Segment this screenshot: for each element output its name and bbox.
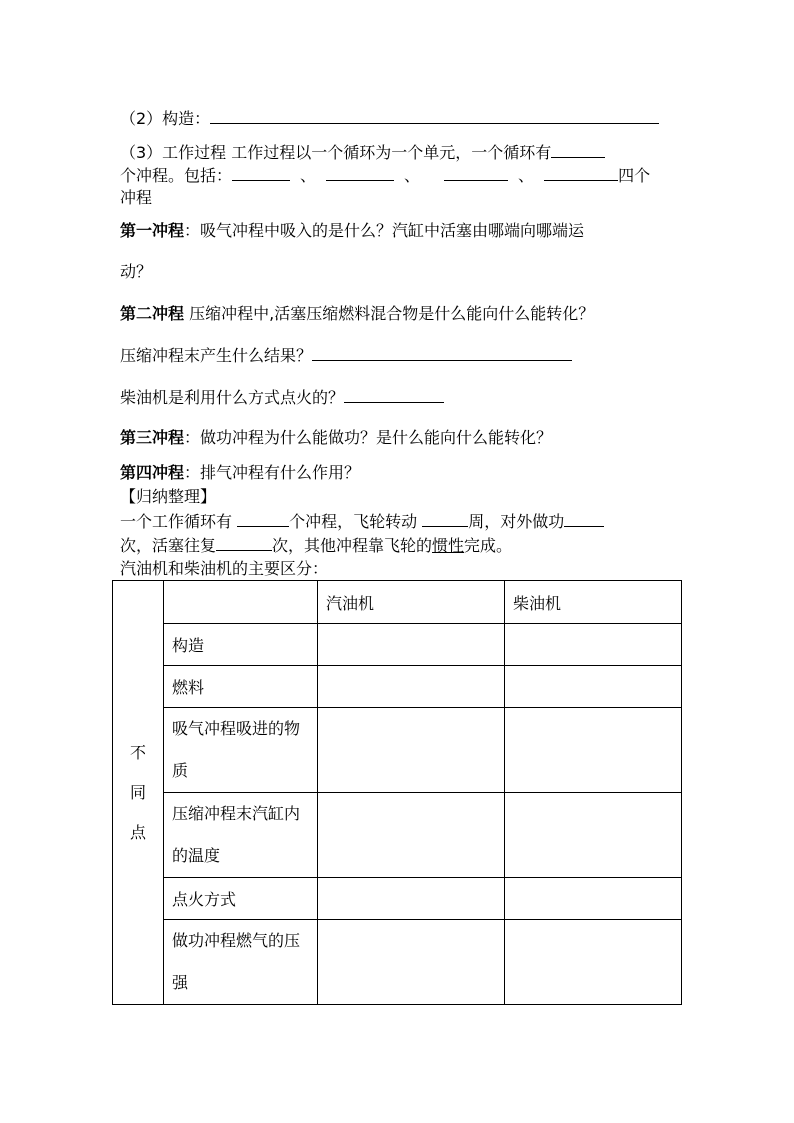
answer-cell[interactable] [318,793,505,878]
answer-cell[interactable] [505,624,682,666]
stroke3-title: 第三冲程 [120,428,185,447]
compression-result-blank[interactable] [312,345,572,361]
summary-text-d: 次，活塞往复 [120,536,217,555]
row-label: 构造 [164,624,318,666]
corner-cell [164,581,318,624]
diesel-ignition-blank[interactable] [344,387,444,403]
piston-times-blank[interactable] [216,535,272,551]
stroke4-line [120,463,360,483]
comparison-table [112,580,682,1005]
table-row [113,624,682,666]
answer-cell[interactable] [318,666,505,708]
stroke-blank-3[interactable] [444,165,508,181]
summary-line1 [120,511,604,532]
strokes-count-blank[interactable] [551,142,605,158]
flywheel-turns-blank[interactable] [422,511,468,527]
stroke4-title: 第四冲程 [120,463,185,482]
answer-cell[interactable] [505,920,682,1005]
separator: 、 [300,166,317,185]
cycle-strokes-blank[interactable] [237,511,289,527]
table-row [113,878,682,920]
summary-text-a: 一个工作循环有 [120,512,238,531]
summary-text-f: 完成。 [464,536,513,555]
separator: 、 [404,166,421,185]
stroke2-title: 第二冲程 [120,304,185,323]
table-row [113,793,682,878]
stroke-blank-4[interactable] [544,165,618,181]
table-header-row [113,581,682,624]
section3-line3: 冲程 [120,188,153,207]
row-label: 燃料 [164,666,318,708]
includes-text: 个冲程。包括： [120,166,233,185]
compression-result-line [120,345,572,366]
stroke1-line [120,221,584,241]
diesel-ignition-question: 柴油机是利用什么方式点火的？ [120,388,345,407]
summary-text-b: 个冲程，飞轮转动 [289,512,423,531]
stroke1-line2: 动？ [120,262,153,281]
header-gasoline: 汽油机 [318,581,505,624]
structure-blank[interactable] [210,108,659,124]
answer-cell[interactable] [505,793,682,878]
row-label: 做功冲程燃气的压强 [164,920,318,1005]
stroke4-text: ：排气冲程有什么作用？ [184,463,361,482]
summary-text-c: 周，对外做功 [468,512,565,531]
table-row [113,920,682,1005]
table-row [113,666,682,708]
answer-cell[interactable] [318,920,505,1005]
answer-cell[interactable] [318,624,505,666]
work-times-blank[interactable] [564,511,604,527]
stroke-blank-1[interactable] [232,165,290,181]
separator: 、 [518,166,535,185]
stroke1-text: ：吸气冲程中吸入的是什么？汽缸中活塞由哪端向哪端运 [184,221,585,240]
inertia-word: 惯性 [432,536,465,555]
summary-heading: 【归纳整理】 [120,487,217,506]
side-char: 不 [129,742,146,762]
four-text: 四个 [618,166,651,185]
difference-title: 汽油机和柴油机的主要区分： [120,559,329,578]
row-label: 吸气冲程吸进的物质 [164,708,318,793]
compression-result-question: 压缩冲程末产生什么结果？ [120,346,313,365]
row-label: 压缩冲程末汽缸内的温度 [164,793,318,878]
summary-line2 [120,535,512,556]
side-char: 同 [129,782,146,802]
row-label: 点火方式 [164,878,318,920]
answer-cell[interactable] [505,666,682,708]
section2-line [120,108,659,129]
side-char: 点 [129,822,146,842]
answer-cell[interactable] [318,878,505,920]
section3-line1 [120,142,605,163]
difference-side-label [113,581,164,1005]
stroke3-text: ：做功冲程为什么能做功？是什么能向什么能转化？ [184,428,553,447]
diesel-ignition-line [120,387,444,408]
section2-label: （2）构造： [120,109,211,128]
summary-text-e: 次，其他冲程靠飞轮的 [272,536,433,555]
stroke-blank-2[interactable] [326,165,394,181]
stroke3-line [120,428,552,448]
answer-cell[interactable] [505,878,682,920]
section3-line2 [120,165,650,186]
section3-text: （3）工作过程 工作过程以一个循环为一个单元，一个循环有 [120,143,552,162]
stroke2-line [120,304,594,324]
table-row [113,708,682,793]
header-diesel: 柴油机 [505,581,682,624]
stroke2-text: 压缩冲程中,活塞压缩燃料混合物是什么能向什么能转化？ [184,304,595,323]
stroke1-title: 第一冲程 [120,221,185,240]
answer-cell[interactable] [505,708,682,793]
answer-cell[interactable] [318,708,505,793]
